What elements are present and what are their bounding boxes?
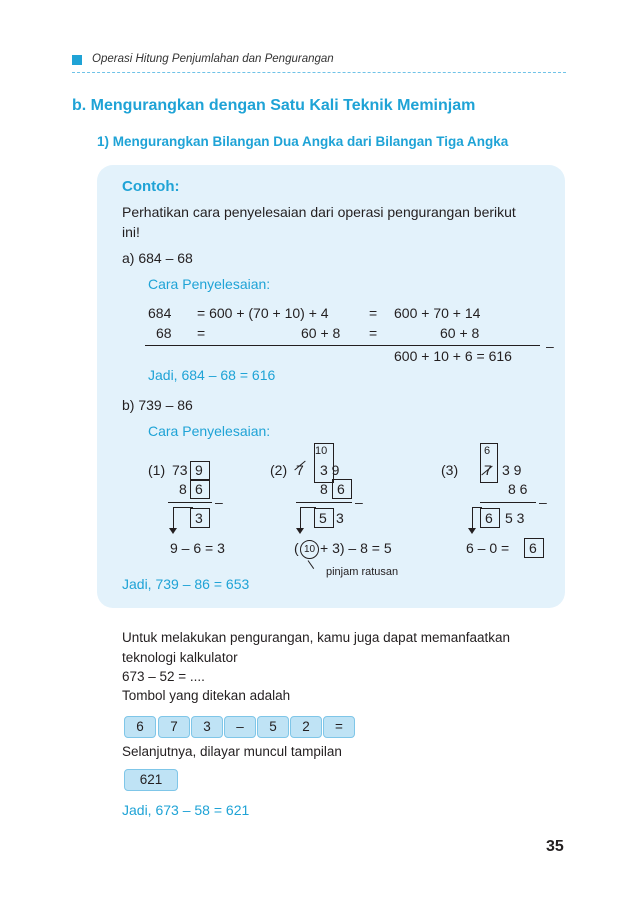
a-row2-number: 68 — [156, 325, 172, 341]
b-step3-bottom: 8 6 — [508, 481, 528, 497]
b-step2-eq-open: ( — [294, 540, 299, 556]
b-step2-bottom: 8 — [320, 481, 328, 497]
section-title: b. Mengurangkan dengan Satu Kali Teknik Meminjam — [72, 97, 476, 114]
b-step3-arrow-line — [472, 507, 473, 529]
example-intro-line1: Perhatikan cara penyelesaian dari operasi pengurangan berikut — [122, 204, 516, 220]
b-step1-top-digit: 9 — [195, 462, 203, 478]
calc-key-2: 2 — [290, 716, 322, 738]
b-step1-label: (1) — [148, 462, 166, 478]
b-step1-answer: 3 — [195, 510, 203, 526]
calc-conclusion: Jadi, 673 – 58 = 621 — [122, 802, 250, 818]
calc-key-minus: – — [224, 716, 256, 738]
header-square-icon — [72, 55, 82, 65]
calc-key-7: 7 — [158, 716, 190, 738]
b-step2-note: pinjam ratusan — [326, 566, 399, 578]
a-conclusion: Jadi, 684 – 68 = 616 — [148, 367, 276, 383]
b-step2-arrow-line — [300, 507, 301, 529]
page-number: 35 — [546, 838, 564, 855]
calc-key-6: 6 — [124, 716, 156, 738]
section-subtitle: 1) Mengurangkan Bilangan Dua Angka dari Bilangan Tiga Angka — [97, 134, 509, 149]
b-step1-arrow-icon — [169, 528, 177, 534]
a-row1-result: 600 + 70 + 14 — [394, 305, 481, 321]
a-sum-line — [145, 345, 540, 346]
b-step2-answer-digit: 5 — [319, 510, 327, 526]
b-step3-minus: – — [539, 494, 547, 510]
calc-line1: Untuk melakukan pengurangan, kamu juga dapat memanfaatkan — [122, 630, 510, 645]
b-step1-minus: – — [215, 494, 223, 510]
a-final-result: 600 + 10 + 6 = 616 — [394, 348, 512, 364]
b-step2-borrow-circle: 10 — [300, 540, 319, 559]
b-step2-line — [296, 502, 352, 503]
a-row2-equals2: = — [369, 325, 378, 341]
b-step2-label: (2) — [270, 462, 288, 478]
b-step1-line — [168, 502, 212, 503]
b-step1-equation: 9 – 6 = 3 — [170, 540, 225, 556]
b-step3-equation: 6 – 0 = — [466, 540, 510, 556]
b-step2-arrow-icon — [296, 528, 304, 534]
problem-a: a) 684 – 68 — [122, 250, 193, 266]
b-step3-label: (3) — [441, 462, 459, 478]
b-step3-top: 3 9 — [502, 462, 522, 478]
calc-key-equals: = — [323, 716, 355, 738]
b-step2-bottom-digit: 6 — [337, 481, 345, 497]
calc-key-5: 5 — [257, 716, 289, 738]
method-label-a: Cara Penyelesaian: — [148, 276, 271, 292]
b-step3-arrow-icon — [468, 528, 476, 534]
method-label-b: Cara Penyelesaian: — [148, 423, 271, 439]
running-title: Operasi Hitung Penjumlahan dan Pengurangan — [92, 53, 334, 65]
b-step2-answer: 3 — [336, 510, 344, 526]
b-step3-borrow: 6 — [484, 445, 491, 457]
calc-line4: Tombol yang ditekan adalah — [122, 688, 291, 703]
a-row1-expansion: = 600 + (70 + 10) + 4 — [197, 305, 329, 321]
header-divider — [72, 72, 566, 73]
a-row1-number: 684 — [148, 305, 172, 321]
b-step2-equation: + 3) – 8 = 5 — [320, 540, 392, 556]
calc-display-intro: Selanjutnya, dilayar muncul tampilan — [122, 744, 342, 759]
a-row2-result: 60 + 8 — [440, 325, 480, 341]
example-intro-line2: ini! — [122, 224, 140, 240]
a-row2-expansion: 60 + 8 — [301, 325, 341, 341]
a-row2-equals: = — [197, 325, 206, 341]
calc-display: 621 — [124, 769, 178, 791]
calc-line3: 673 – 52 = .... — [122, 669, 205, 684]
problem-b: b) 739 – 86 — [122, 397, 193, 413]
b-step1-top: 73 — [172, 462, 188, 478]
b-step2-struck-digit: 7 — [296, 462, 304, 478]
b-step3-answer-digit: 6 — [485, 510, 493, 526]
a-minus-sign: – — [546, 338, 554, 354]
b-step2-borrow: 10 — [315, 445, 328, 457]
calc-line2: teknologi kalkulator — [122, 650, 238, 665]
example-label: Contoh: — [122, 178, 180, 195]
b-step2-minus: – — [355, 494, 363, 510]
b-conclusion: Jadi, 739 – 86 = 653 — [122, 576, 250, 592]
b-step3-eq-digit: 6 — [529, 540, 537, 556]
a-row1-equals: = — [369, 305, 378, 321]
b-step1-bottom-digit: 6 — [195, 481, 203, 497]
b-step1-arrow-line — [173, 507, 174, 529]
calc-key-3: 3 — [191, 716, 223, 738]
b-step3-line — [480, 502, 536, 503]
b-step1-bottom: 8 — [179, 481, 187, 497]
b-step3-answer: 5 3 — [505, 510, 525, 526]
b-step3-struck-digit: 7 — [484, 462, 492, 478]
b-step2-top: 3 9 — [320, 462, 340, 478]
